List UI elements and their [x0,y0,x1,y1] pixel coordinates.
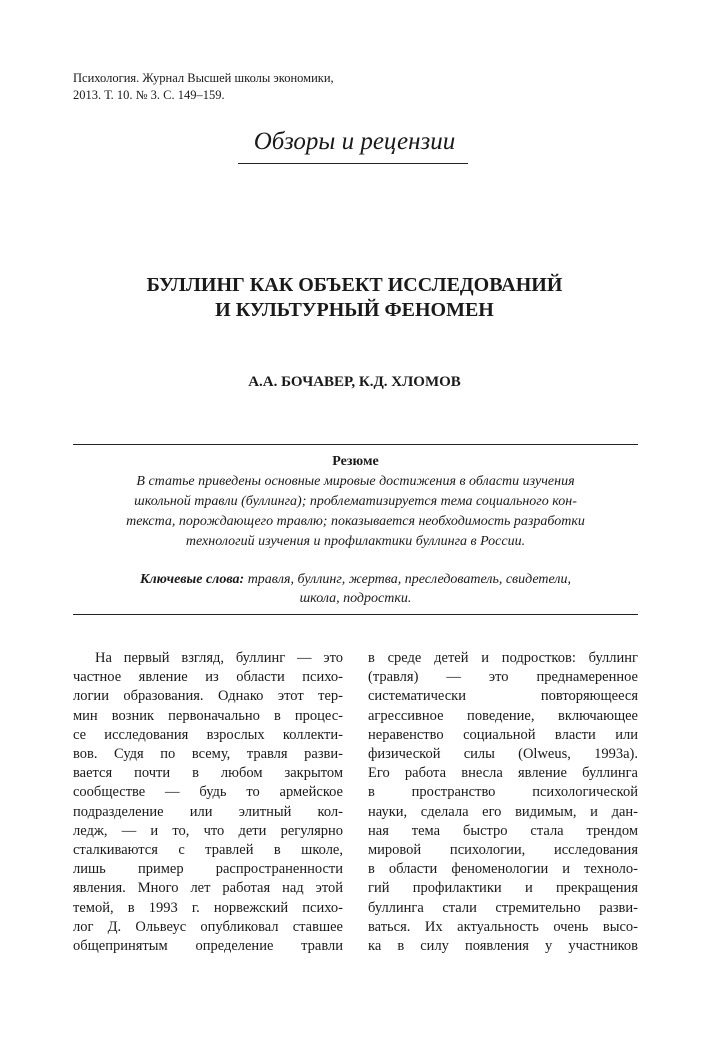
abstract-body [73,472,638,552]
body-line: общепринятым определение травли [73,938,343,955]
body-line: логии образования. Однако этот тер- [73,688,343,705]
section-underline [238,163,468,164]
keywords [73,570,638,608]
body-line: явления. Много лет работая над этой [73,880,343,897]
body-line: в среде детей и подростков: буллинг [368,650,638,666]
body-line: вов. Судя по всему, травля разви- [73,746,343,763]
body-line: ледж, — и то, что дети регулярно [73,822,343,839]
body-line: частное явление из области психо- [73,669,343,686]
body-line: в области феноменологии и техноло- [368,861,638,878]
keywords-label: Ключевые слова: [140,572,245,587]
body-line: мин возник первоначально в процес- [73,707,343,724]
body-line: сообществе — будь то армейское [73,784,343,801]
body-line: агрессивное поведение, включающее [368,707,638,724]
body-column-left [73,649,343,956]
body-line: сталкиваются с травлей в школе, [73,842,343,859]
abstract-line: В статье приведены основные мировые достижения в области изучения [136,474,575,489]
body-line: физической силы (Olweus, 1993a). [368,746,638,763]
body-line: ваться. Их актуальность очень высо- [368,918,638,935]
body-line: науки, сделала его видимым, и дан- [368,803,638,820]
journal-citation-line2: 2013. Т. 10. № 3. С. 149–159. [73,88,225,102]
article-title-line1: БУЛЛИНГ КАК ОБЪЕКТ ИССЛЕДОВАНИЙ [146,274,563,296]
section-title: Обзоры и рецензии [253,128,456,155]
abstract-line: текста, порождающего травлю; показывается необходимость разработки [126,514,585,529]
body-line: лишь пример распространенности [73,861,343,878]
keywords-list-line2: школа, подростки. [299,591,412,606]
abstract-line: школьной травли (буллинга); проблематизируется тема социального кон- [134,494,577,509]
body-line: лог Д. Ольвеус опубликовал ставшее [73,918,343,935]
abstract-top-rule [73,444,638,445]
body-line: ная тема быстро стала трендом [368,822,638,839]
keywords-list-line1: травля, буллинг, жертва, преследователь, свидетели, [244,572,571,587]
body-line: вается почти в любом закрытом [73,765,343,782]
body-line: систематически повторяющееся [368,688,638,705]
body-line: На первый взгляд, буллинг — это [95,650,343,666]
body-line: Его работа внесла явление буллинга [368,765,638,782]
body-line: (травля) — это преднамеренное [368,669,638,686]
abstract [73,452,638,552]
article-title-line2: И КУЛЬТУРНЫЙ ФЕНОМЕН [215,299,494,321]
body-line: се исследования взрослых коллекти- [73,726,343,743]
body-line: буллинга стали стремительно разви- [368,899,638,916]
body-line: гий профилактики и прекращения [368,880,638,897]
body-line: мировой психологии, исследования [368,842,638,859]
body-line: ка в силу появления у участников [368,938,638,955]
journal-citation-line1: Психология. Журнал Высшей школы экономики, [73,71,334,85]
body-line: в пространство психологической [368,784,638,801]
abstract-heading: Резюме [332,454,379,469]
body-line: подразделение или элитный кол- [73,803,343,820]
body-column-right [368,649,638,956]
abstract-line: технологий изучения и профилактики буллинга в России. [185,534,526,549]
body-line: неравенство социальной власти или [368,726,638,743]
abstract-bottom-rule [73,614,638,615]
body-line: темой, в 1993 г. норвежский психо- [73,899,343,916]
article-title [0,273,709,323]
authors: А.А. БОЧАВЕР, К.Д. ХЛОМОВ [248,374,461,390]
journal-citation [73,70,334,104]
